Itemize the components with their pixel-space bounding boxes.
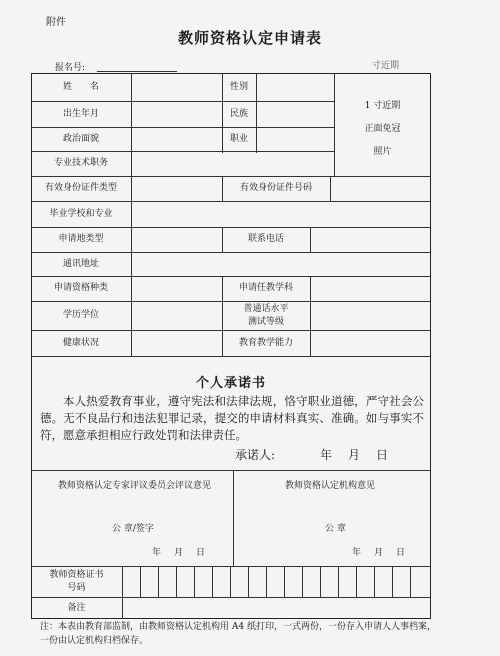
photo-box[interactable]	[334, 73, 431, 181]
digit-box	[320, 566, 321, 597]
mandarin-label-line: 测试等级	[247, 316, 284, 327]
digit-box	[374, 566, 375, 597]
row-divider	[31, 470, 431, 471]
degree-label: 学历学位	[62, 310, 99, 321]
certificate-number-label	[31, 566, 122, 597]
digit-box	[194, 566, 195, 597]
id-type-label: 有效身份证件类型	[44, 183, 117, 194]
digit-box	[176, 566, 177, 597]
col-divider	[233, 470, 234, 566]
health-label: 健康状况	[62, 337, 99, 348]
certificate-label-line: 教师资格证书	[49, 570, 104, 581]
digit-box	[230, 566, 231, 597]
pledge-body: 本人热爱教育事业，遵守宪法和法律法规，恪守职业道德，严守社会公德。无不良品行和违法犯罪记录，提交的申请材料真实、准确。如与事实不符，愿意承担相应行政处罚和法律责任。	[40, 394, 424, 442]
photo-line: 照片	[373, 146, 392, 157]
digit-box	[410, 566, 411, 597]
phone-label: 联系电话	[247, 234, 284, 245]
ethnicity-label: 民族	[229, 108, 248, 119]
political-field[interactable]	[131, 127, 222, 151]
gender-label: 性别	[229, 81, 248, 92]
certificate-label-line: 号码	[67, 582, 86, 593]
cert-type-label: 申请资格种类	[53, 283, 108, 294]
digit-box	[140, 566, 141, 597]
id-type-field[interactable]	[131, 176, 222, 201]
remarks-label: 备注	[67, 602, 86, 613]
subject-label: 申请任教学科	[238, 283, 293, 294]
digit-box	[266, 566, 267, 597]
professional-title-field[interactable]	[131, 151, 334, 176]
digit-box	[338, 566, 339, 597]
digit-box	[158, 566, 159, 597]
political-label: 政治面貌	[62, 133, 99, 144]
name-field[interactable]	[131, 73, 222, 101]
gender-field[interactable]	[256, 73, 334, 101]
signer-label: 承诺人:	[235, 448, 276, 462]
mandarin-level-field[interactable]	[310, 301, 431, 330]
photo-line: 正面免冠	[364, 123, 401, 134]
committee-date: 年 月 日	[152, 548, 208, 558]
school-label: 毕业学校和专业	[49, 208, 113, 219]
row-divider	[31, 356, 431, 357]
address-field[interactable]	[131, 252, 431, 276]
cert-type-field[interactable]	[131, 276, 222, 301]
name-label: 姓 名	[62, 81, 99, 92]
address-label: 通讯地址	[62, 258, 99, 269]
photo-line: 1 寸近期	[364, 100, 401, 111]
region-type-field[interactable]	[131, 227, 222, 252]
digit-box	[248, 566, 249, 597]
registration-number-line	[97, 71, 177, 72]
occupation-field[interactable]	[256, 127, 334, 151]
digit-box	[356, 566, 357, 597]
committee-seal-label: 公 章/签字	[112, 524, 154, 534]
id-number-field[interactable]	[330, 176, 431, 201]
digit-box	[392, 566, 393, 597]
phone-field[interactable]	[310, 227, 431, 252]
digit-box	[212, 566, 213, 597]
attachment-label: 附件	[46, 17, 66, 28]
pledge-date: 年 月 日	[320, 448, 391, 462]
subject-field[interactable]	[310, 276, 431, 301]
digit-box	[302, 566, 303, 597]
birth-field[interactable]	[131, 101, 222, 127]
form-title: 教师资格认定申请表	[177, 29, 322, 47]
health-field[interactable]	[131, 330, 222, 356]
registration-number-label: 报名号:	[55, 63, 86, 73]
agency-opinion-label: 教师资格认定机构意见	[285, 481, 376, 491]
teaching-ability-field[interactable]	[310, 330, 431, 356]
teaching-ability-label: 教育教学能力	[238, 337, 293, 348]
remarks-field[interactable]	[122, 597, 431, 619]
occupation-label: 职业	[229, 133, 248, 144]
mandarin-label-line: 普通话水平	[243, 304, 289, 315]
id-number-label: 有效身份证件号码	[239, 183, 312, 194]
degree-field[interactable]	[131, 301, 222, 330]
agency-date: 年 月 日	[352, 548, 408, 558]
corner-mark: 寸近期	[372, 61, 400, 71]
pledge-title: 个人承诺书	[195, 376, 266, 391]
digit-box	[284, 566, 285, 597]
ethnicity-field[interactable]	[256, 101, 334, 127]
school-field[interactable]	[131, 201, 431, 227]
region-type-label: 申请地类型	[58, 234, 104, 245]
professional-title-label: 专业技术职务	[53, 158, 108, 169]
birth-label: 出生年月	[62, 108, 99, 119]
footer-note: 注：本表由教育部监制，由教师资格认定机构用 A4 纸打印，一式两份，一份存入申请人人事档案，一份由认定机构归档保存。	[40, 622, 436, 646]
agency-seal-label: 公 章	[325, 524, 346, 534]
mandarin-level-label	[222, 301, 310, 330]
committee-opinion-label: 教师资格认定专家评议委员会评议意见	[58, 481, 212, 491]
